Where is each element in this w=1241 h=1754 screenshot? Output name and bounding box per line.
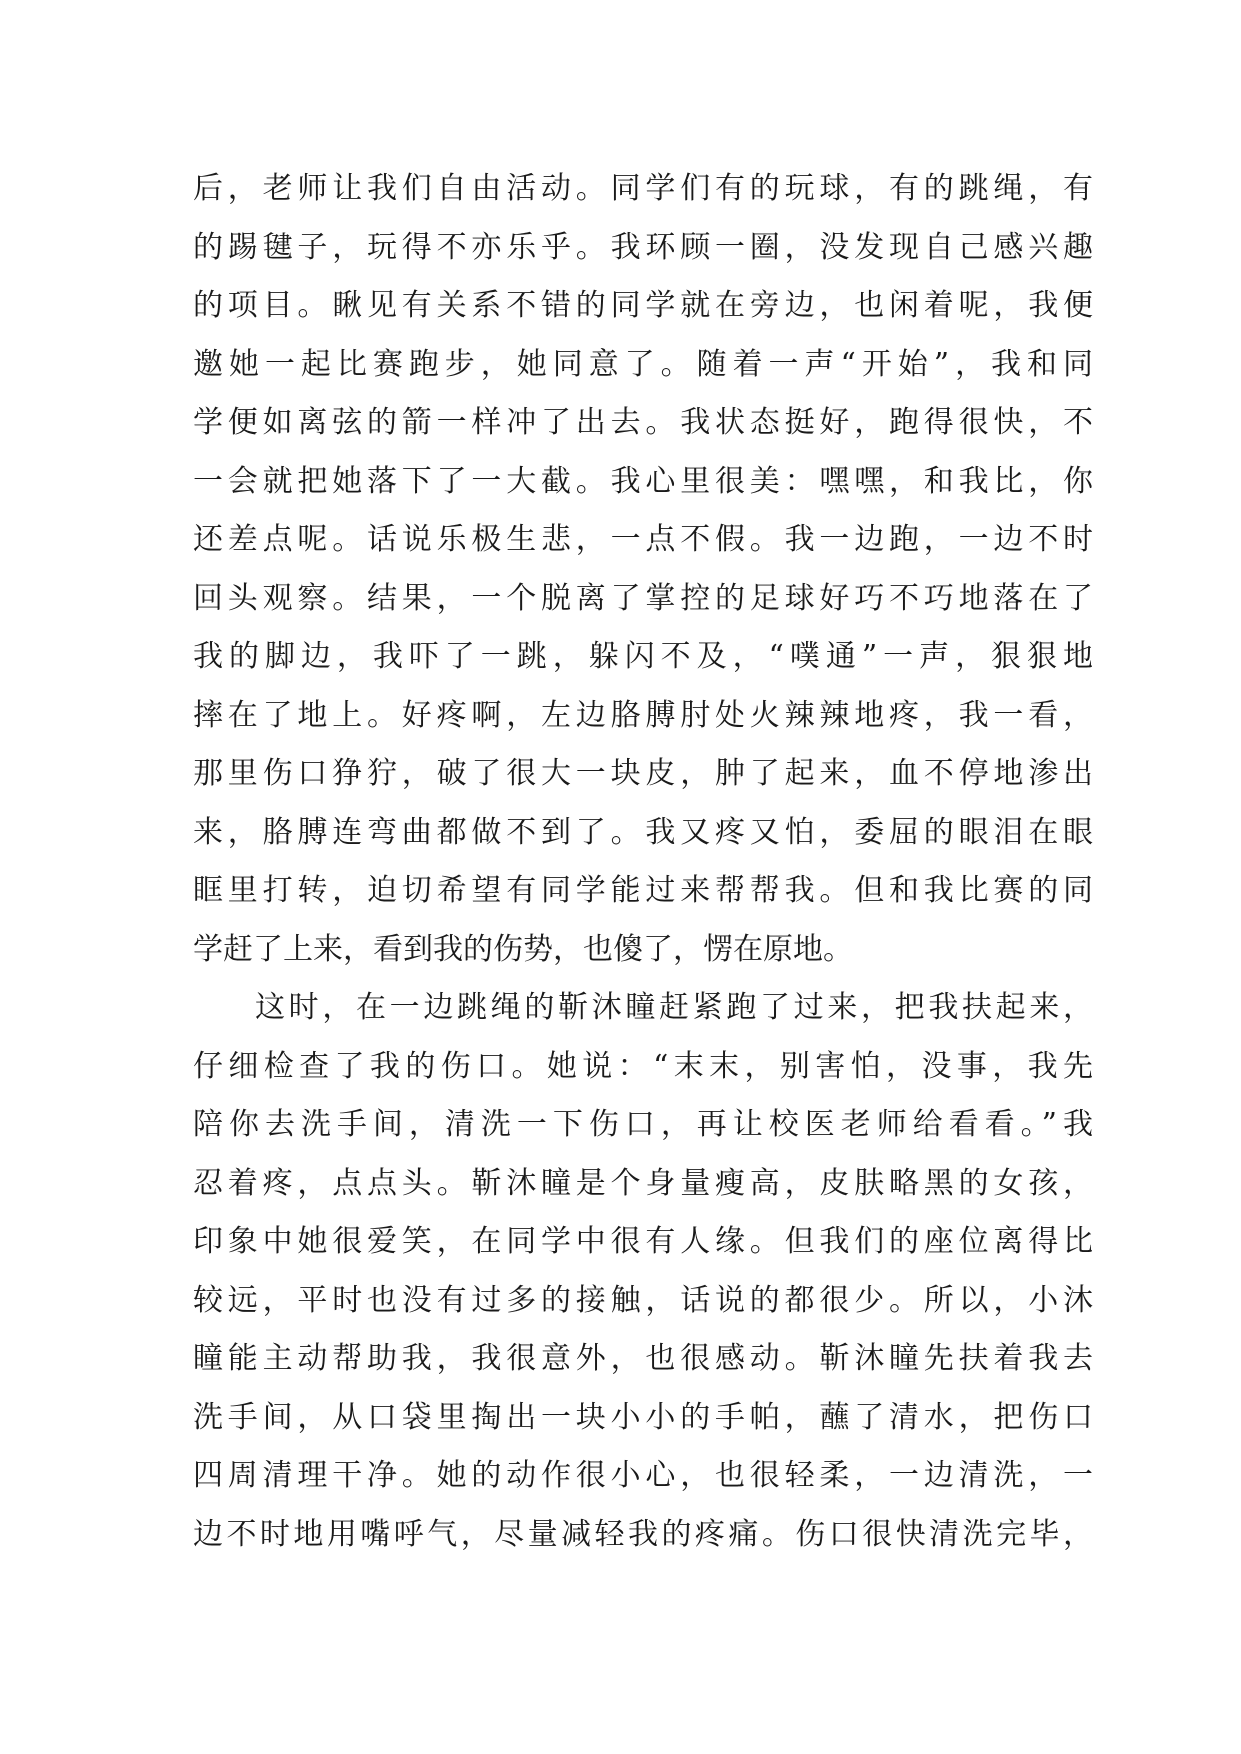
text-line: 我的脚边，我吓了一跳，躲闪不及，“噗通”一声，狠狠地 xyxy=(193,639,1093,674)
text-line: 四周清理干净。她的动作很小心，也很轻柔，一边清洗，一 xyxy=(193,1458,1093,1493)
text-line: 的项目。瞅见有关系不错的同学就在旁边，也闲着呢，我便 xyxy=(193,288,1093,323)
text-line: 较远，平时也没有过多的接触，话说的都很少。所以，小沐 xyxy=(193,1282,1093,1318)
paragraph-end-line: 学赶了上来，看到我的伤势，也傻了，愣在原地。 xyxy=(193,931,853,967)
text-line: 回头观察。结果，一个脱离了掌控的足球好巧不巧地落在了 xyxy=(193,580,1093,616)
text-line: 来，胳膊连弯曲都做不到了。我又疼又怕，委屈的眼泪在眼 xyxy=(193,814,1093,850)
text-line: 仔细检查了我的伤口。她说：“末末，别害怕，没事，我先 xyxy=(193,1048,1093,1084)
text-line: 还差点呢。话说乐极生悲，一点不假。我一边跑，一边不时 xyxy=(193,522,1093,557)
text-line: 一会就把她落下了一大截。我心里很美：嘿嘿，和我比，你 xyxy=(193,463,1093,499)
text-line: 瞳能主动帮助我，我很意外，也很感动。靳沐瞳先扶着我去 xyxy=(193,1341,1093,1376)
text-line: 摔在了地上。好疼啊，左边胳膊肘处火辣辣地疼，我一看， xyxy=(193,697,1093,733)
text-line: 学便如离弦的箭一样冲了出去。我状态挺好，跑得很快，不 xyxy=(193,405,1093,440)
text-line: 后，老师让我们自由活动。同学们有的玩球，有的跳绳，有 xyxy=(193,171,1093,206)
text-line: 边不时地用嘴呼气，尽量减轻我的疼痛。伤口很快清洗完毕， xyxy=(193,1516,1093,1552)
text-line: 眶里打转，迫切希望有同学能过来帮帮我。但和我比赛的同 xyxy=(193,873,1093,908)
text-line: 忍着疼，点点头。靳沐瞳是个身量瘦高，皮肤略黑的女孩， xyxy=(193,1165,1093,1201)
text-line: 那里伤口狰狞，破了很大一块皮，肿了起来，血不停地渗出 xyxy=(193,756,1093,791)
paragraph-start-line: 这时，在一边跳绳的靳沐瞳赶紧跑了过来，把我扶起来， xyxy=(255,990,1093,1025)
text-line: 邀她一起比赛跑步，她同意了。随着一声“开始”，我和同 xyxy=(193,346,1093,382)
text-line: 洗手间，从口袋里掏出一块小小的手帕，蘸了清水，把伤口 xyxy=(193,1399,1093,1435)
text-line: 印象中她很爱笑，在同学中很有人缘。但我们的座位离得比 xyxy=(193,1224,1093,1259)
body-text xyxy=(193,160,1093,1564)
text-line: 的踢毽子，玩得不亦乐乎。我环顾一圈，没发现自己感兴趣 xyxy=(193,229,1093,265)
text-line: 陪你去洗手间，清洗一下伤口，再让校医老师给看看。”我 xyxy=(193,1107,1093,1142)
